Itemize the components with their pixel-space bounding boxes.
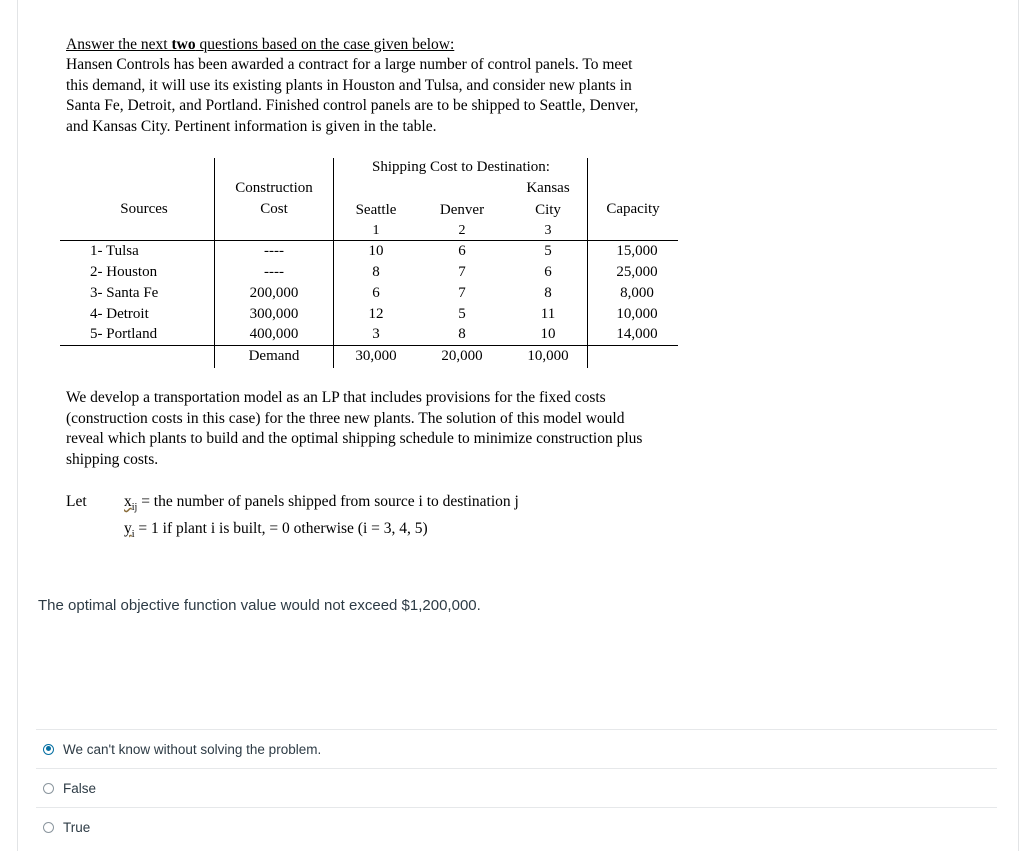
shipping-cost-table bbox=[60, 156, 680, 370]
dest-num-2: 2 bbox=[458, 223, 466, 238]
construction-santa-fe: 200,000 bbox=[249, 285, 299, 301]
seattle-header: Seattle bbox=[355, 202, 397, 218]
case-line: Santa Fe, Detroit, and Portland. Finished control panels are to be shipped to Seattle, Denver, bbox=[66, 97, 639, 115]
case-line: Hansen Controls has been awarded a contract for a large number of control panels. To meet bbox=[66, 56, 633, 74]
demand-seattle: 30,000 bbox=[355, 348, 397, 364]
table-hline-bottom bbox=[60, 345, 678, 346]
demand-denver: 20,000 bbox=[441, 348, 483, 364]
capacity-header: Capacity bbox=[606, 201, 660, 217]
cost-detroit-denver: 5 bbox=[458, 306, 466, 322]
answer-label: We can't know without solving the problem. bbox=[63, 741, 322, 757]
city-header: City bbox=[535, 202, 561, 218]
demand-label: Demand bbox=[248, 348, 300, 364]
shipping-cost-header: Shipping Cost to Destination: bbox=[372, 159, 550, 175]
para-line: shipping costs. bbox=[66, 450, 159, 468]
construction-detroit: 300,000 bbox=[249, 306, 299, 322]
construction-header-2: Cost bbox=[260, 201, 288, 217]
capacity-detroit: 10,000 bbox=[616, 306, 658, 322]
case-description bbox=[66, 35, 746, 137]
cost-houston-denver: 7 bbox=[458, 264, 466, 280]
y-definition: $y_i = 1$ if plant i is built, = 0 otherwise (i = 3, 4, 5) bbox=[124, 520, 428, 541]
case-line: this demand, it will use its existing plants in Houston and Tulsa, and consider new plants in bbox=[66, 76, 632, 94]
sources-header: Sources bbox=[120, 201, 168, 217]
dest-num-3: 3 bbox=[544, 223, 552, 238]
kansas-header: Kansas bbox=[526, 180, 570, 196]
answer-label: False bbox=[63, 780, 97, 796]
capacity-tulsa: 15,000 bbox=[616, 243, 658, 259]
model-description bbox=[66, 388, 756, 470]
construction-header: Construction bbox=[235, 180, 313, 196]
radio-icon[interactable] bbox=[43, 822, 54, 833]
para-line: We develop a transportation model as an LP that includes provisions for the fixed costs bbox=[66, 389, 606, 406]
answer-option[interactable] bbox=[36, 729, 997, 768]
answer-list bbox=[36, 729, 997, 846]
variable-definitions bbox=[124, 491, 519, 545]
answer-option[interactable] bbox=[36, 768, 997, 807]
construction-tulsa: ---- bbox=[264, 243, 284, 259]
radio-selected-icon[interactable] bbox=[43, 744, 54, 755]
answer-label: True bbox=[63, 819, 91, 835]
construction-houston: ---- bbox=[264, 264, 284, 280]
cost-detroit-kc: 11 bbox=[540, 306, 556, 322]
source-portland: 5- Portland bbox=[90, 326, 158, 342]
para-line: (construction costs in this case) for the three new plants. The solution of this model would bbox=[66, 409, 625, 427]
capacity-santa-fe: 8,000 bbox=[620, 285, 654, 301]
cost-portland-kc: 10 bbox=[540, 326, 556, 342]
cost-santafe-kc: 8 bbox=[544, 285, 552, 301]
cost-houston-kc: 6 bbox=[544, 264, 552, 280]
cost-tulsa-denver: 6 bbox=[458, 243, 466, 259]
cost-portland-denver: 8 bbox=[458, 326, 466, 342]
dest-num-1: 1 bbox=[372, 223, 380, 238]
cost-santafe-denver: 7 bbox=[458, 285, 466, 301]
let-label: Let bbox=[66, 493, 87, 510]
cost-tulsa-kc: 5 bbox=[544, 243, 552, 259]
table-vline-2 bbox=[333, 158, 334, 368]
construction-portland: 400,000 bbox=[249, 326, 299, 342]
x-definition: $x_{ij}$ = the number of panels shipped from source i to destination j bbox=[124, 493, 519, 514]
answer-option[interactable] bbox=[36, 807, 997, 846]
question-statement: The optimal objective function value would not exceed $1,200,000. bbox=[38, 597, 481, 614]
table-vline-1 bbox=[214, 158, 215, 368]
cost-tulsa-seattle: 10 bbox=[368, 243, 384, 259]
source-houston: 2- Houston bbox=[90, 264, 158, 280]
case-heading: Answer the next two questions based on the case given below: bbox=[66, 36, 455, 53]
case-line: and Kansas City. Pertinent information is given in the table. bbox=[66, 117, 437, 135]
cost-houston-seattle: 8 bbox=[372, 264, 380, 280]
table-hline bbox=[60, 240, 678, 241]
frame-right-border bbox=[1018, 0, 1019, 851]
cost-santafe-seattle: 6 bbox=[372, 285, 380, 301]
para-line: reveal which plants to build and the optimal shipping schedule to minimize construction plus bbox=[66, 430, 643, 448]
demand-kc: 10,000 bbox=[527, 348, 569, 364]
table-vline-3 bbox=[587, 158, 588, 368]
denver-header: Denver bbox=[439, 202, 485, 218]
source-santa-fe: 3- Santa Fe bbox=[90, 285, 159, 301]
capacity-houston: 25,000 bbox=[616, 264, 658, 280]
frame-left-border bbox=[17, 0, 18, 851]
cost-detroit-seattle: 12 bbox=[368, 306, 384, 322]
source-tulsa: 1- Tulsa bbox=[90, 243, 139, 259]
radio-icon[interactable] bbox=[43, 783, 54, 794]
capacity-portland: 14,000 bbox=[616, 326, 658, 342]
cost-portland-seattle: 3 bbox=[372, 326, 380, 342]
source-detroit: 4- Detroit bbox=[90, 306, 149, 322]
